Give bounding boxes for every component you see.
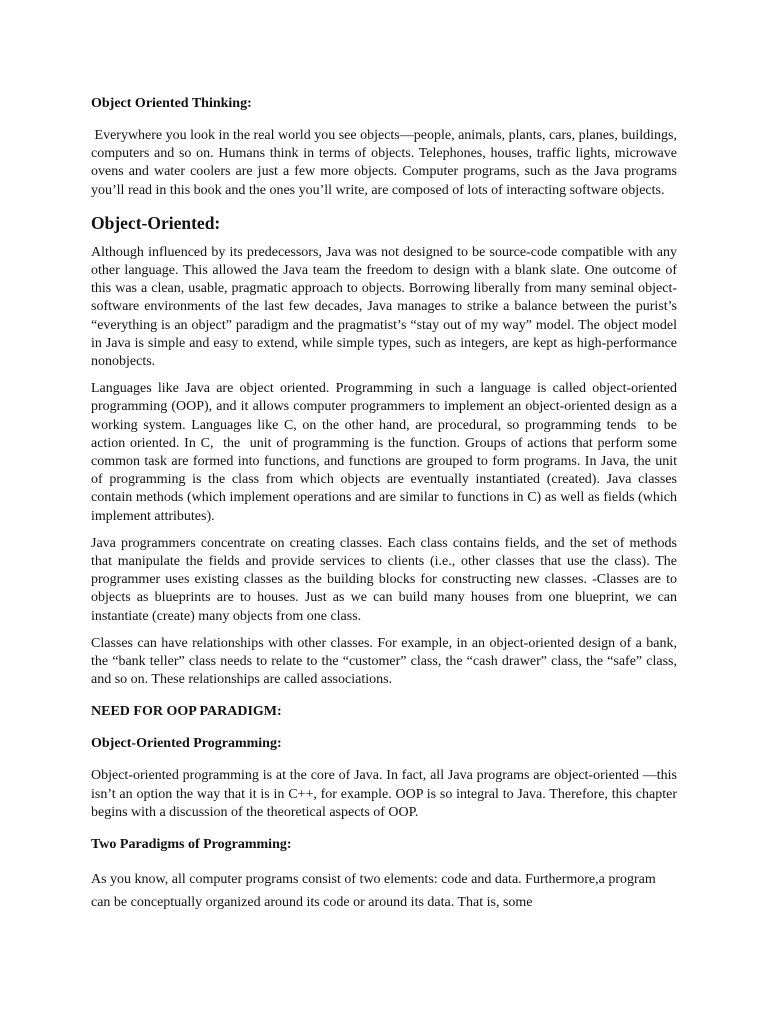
heading-object-oriented: Object-Oriented: — [91, 212, 221, 233]
heading-two-paradigms: Two Paradigms of Programming: — [91, 837, 292, 853]
heading-need-for-oop: NEED FOR OOP PARADIGM: — [91, 704, 282, 720]
paragraph-oop-core: Object-oriented programming is at the core of Java. In fact, all Java programs are object-oriented —this isn’t an option the way that it is in C++, for example. OOP is so integral to Java. Therefore, this chapter begins with a discussion of the theoretical aspects of OOP. — [91, 768, 677, 820]
heading-oop-programming: Object-Oriented Programming: — [91, 736, 282, 752]
paragraph-java-influence: Although influenced by its predecessors, Java was not designed to be source-code compatible with any other language. This allowed the Java team the freedom to design with a blank slate. One outcome of this was a clean, usable, pragmatic approach to objects. Borrowing liberally from many seminal object-software environments of the last few decades, Java manages to strike a balance between the purist’s “everything is an object” paradigm and the pragmatist’s “stay out of my way” model. The object model in Java is simple and easy to extend, while simple types, such as integers, are kept as high-performance nonobjects. — [91, 244, 677, 370]
heading-object-oriented-thinking: Object Oriented Thinking: — [91, 96, 252, 111]
paragraph-java-classes: Java programmers concentrate on creating classes. Each class contains fields, and the set of methods that manipulate the fields and provide services to clients (i.e., other classes that use the class). The programmer uses existing classes as the building blocks for constructing new classes. -Classes are to objects as blueprints are to houses. Just as we can build many houses from one blueprint, we can instantiate (create) many objects from one class. — [91, 535, 677, 624]
paragraph-class-relationships: Classes can have relationships with other classes. For example, in an object-oriented design of a bank, the “bank teller” class needs to relate to the “customer” class, the “cash drawer” class, the “safe” class, and so on. These relationships are called associations. — [91, 635, 677, 688]
paragraph-code-and-data: As you know, all computer programs consist of two elements: code and data. Furthermore,a program can be conceptually organized around its code or around its data. That is, some — [91, 872, 656, 911]
document-page — [91, 95, 681, 923]
paragraph-languages-oop: Languages like Java are object oriented. Programming in such a language is called object-oriented programming (OOP), and it allows computer programmers to implement an object-oriented design as a working system. Languages like C, on the other hand, are procedural, so programming tends to be action oriented. In C, the unit of programming is the function. Groups of actions that perform some common task are formed into functions, and functions are grouped to form programs. In Java, the unit of programming is the class from which objects are eventually instantiated (created). Java classes contain methods (which implement operations and are similar to functions in C) as well as fields (which implement attributes). — [91, 381, 681, 524]
paragraph-objects-intro: Everywhere you look in the real world you see objects—people, animals, plants, cars, planes, buildings, computers and so on. Humans think in terms of objects. Telephones, houses, traffic lights, microwave ovens and water coolers are just a few more objects. Computer programs, such as the Java programs you’ll read in this book and the ones you’ll write, are composed of lots of interacting software objects. — [91, 128, 681, 198]
